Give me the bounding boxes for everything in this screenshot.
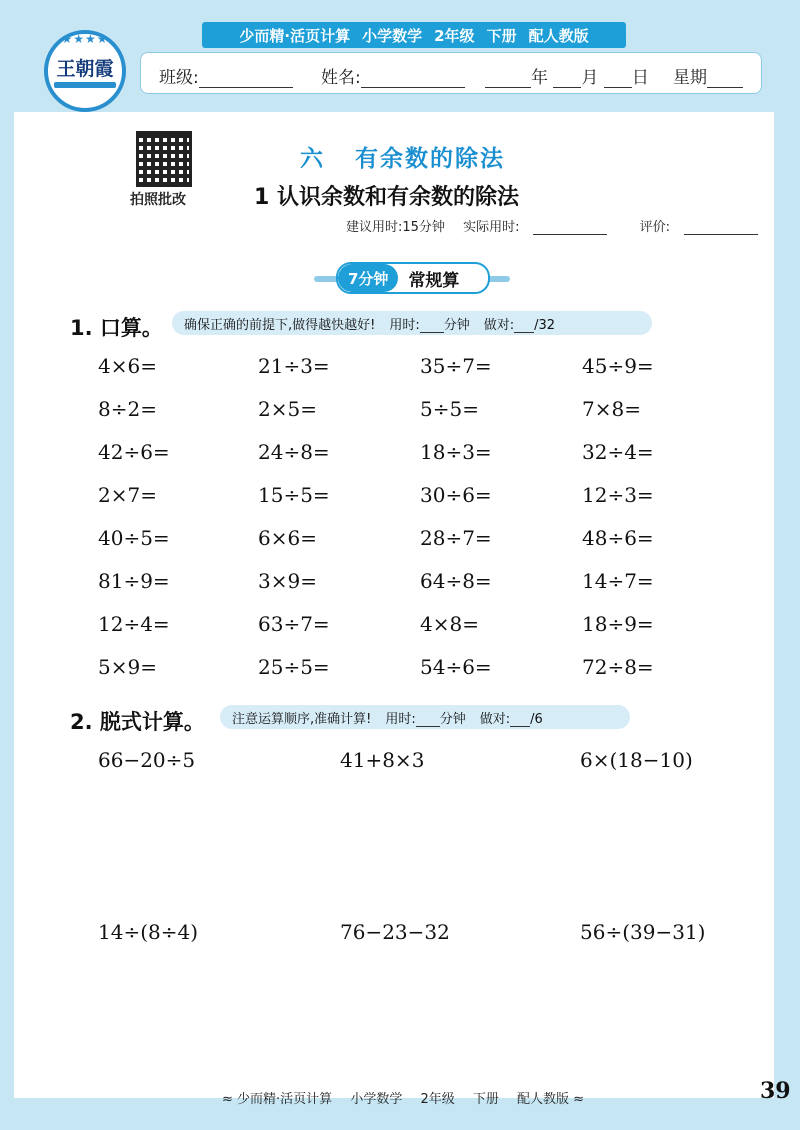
mental-math-item: 28÷7= bbox=[420, 526, 492, 550]
mental-math-item: 18÷3= bbox=[420, 440, 492, 464]
mental-math-item: 7×8= bbox=[582, 397, 641, 421]
q1-title: 1. 口算。 bbox=[70, 316, 163, 340]
brand-logo bbox=[44, 30, 126, 112]
mental-math-item: 6×6= bbox=[258, 526, 317, 550]
step-calc-item: 41+8×3 bbox=[340, 748, 425, 772]
mental-math-item: 72÷8= bbox=[582, 655, 654, 679]
mental-math-item: 45÷9= bbox=[582, 354, 654, 378]
series-name: 少而精·活页计算 bbox=[239, 26, 351, 45]
mental-math-item: 25÷5= bbox=[258, 655, 330, 679]
mental-math-item: 32÷4= bbox=[582, 440, 654, 464]
left-margin-stripe bbox=[0, 112, 14, 1102]
time-info-row bbox=[346, 216, 786, 235]
mental-math-item: 12÷4= bbox=[98, 612, 170, 636]
mental-math-item: 24÷8= bbox=[258, 440, 330, 464]
series-volume: 下册 bbox=[486, 26, 517, 45]
mental-math-item: 5×9= bbox=[98, 655, 157, 679]
unit-title: 六 有余数的除法 bbox=[300, 146, 506, 172]
section-tab-name: 常规算 bbox=[408, 270, 460, 291]
mental-math-item: 12÷3= bbox=[582, 483, 654, 507]
mental-math-item: 63÷7= bbox=[258, 612, 330, 636]
step-calc-row-1 bbox=[98, 748, 738, 772]
series-grade: 2年级 bbox=[434, 26, 475, 45]
mental-math-item: 15÷5= bbox=[258, 483, 330, 507]
mental-math-item: 4×8= bbox=[420, 612, 479, 636]
mental-math-item: 42÷6= bbox=[98, 440, 170, 464]
step-calc-item: 76−23−32 bbox=[340, 920, 450, 944]
suggested-time: 建议用时:15分钟 bbox=[346, 220, 445, 235]
q2-title: 2. 脱式计算。 bbox=[70, 710, 205, 734]
section-tab bbox=[336, 262, 490, 294]
mental-math-item: 21÷3= bbox=[258, 354, 330, 378]
q2-hint: 注意运算顺序,准确计算! 用时: 分钟 做对: /6 bbox=[220, 705, 630, 729]
mental-math-item: 64÷8= bbox=[420, 569, 492, 593]
qr-label: 拍照批改 bbox=[130, 192, 186, 208]
q1-hint: 确保正确的前提下,做得越快越好! 用时: 分钟 做对: /32 bbox=[172, 311, 652, 335]
mental-math-item: 14÷7= bbox=[582, 569, 654, 593]
mental-math-item: 48÷6= bbox=[582, 526, 654, 550]
mental-math-item: 3×9= bbox=[258, 569, 317, 593]
step-calc-row-2 bbox=[98, 920, 738, 944]
mental-math-item: 5÷5= bbox=[420, 397, 479, 421]
page-number: 39 bbox=[760, 1078, 791, 1104]
evaluation-field[interactable]: 评价: bbox=[640, 220, 772, 235]
step-calc-item: 56÷(39−31) bbox=[580, 920, 706, 944]
actual-time-field[interactable]: 实际用时: bbox=[463, 220, 621, 235]
section-tab-minutes: 7分钟 bbox=[338, 264, 398, 292]
series-subject: 小学数学 bbox=[362, 26, 423, 45]
mental-math-item: 30÷6= bbox=[420, 483, 492, 507]
mental-math-item: 2×5= bbox=[258, 397, 317, 421]
mental-math-item: 2×7= bbox=[98, 483, 157, 507]
mental-math-grid bbox=[98, 348, 742, 692]
class-field[interactable]: 班级: bbox=[159, 63, 293, 88]
mental-math-item: 4×6= bbox=[98, 354, 157, 378]
step-calc-item: 6×(18−10) bbox=[580, 748, 693, 772]
mental-math-item: 8÷2= bbox=[98, 397, 157, 421]
series-edition: 配人教版 bbox=[528, 26, 589, 45]
logo-text: 王朝霞 bbox=[56, 58, 114, 80]
lesson-title: 1 认识余数和有余数的除法 bbox=[254, 185, 519, 210]
footer-series: ≈ 少而精·活页计算 小学数学 2年级 下册 配人教版 ≈ bbox=[222, 1092, 585, 1107]
series-banner bbox=[202, 22, 626, 48]
step-calc-item: 14÷(8÷4) bbox=[98, 920, 199, 944]
right-margin-stripe bbox=[774, 112, 800, 1102]
qr-code-icon[interactable] bbox=[136, 131, 192, 187]
weekday-field[interactable]: 星期 bbox=[673, 63, 743, 88]
mental-math-item: 35÷7= bbox=[420, 354, 492, 378]
mental-math-item: 18÷9= bbox=[582, 612, 654, 636]
logo-ribbon bbox=[54, 82, 116, 88]
mental-math-item: 81÷9= bbox=[98, 569, 170, 593]
mental-math-item: 40÷5= bbox=[98, 526, 170, 550]
name-field[interactable]: 姓名: bbox=[321, 63, 465, 88]
student-info-bar bbox=[140, 52, 762, 94]
date-field[interactable]: 年 月 日 bbox=[485, 63, 649, 88]
step-calc-item: 66−20÷5 bbox=[98, 748, 196, 772]
star-icon: ★★★★ bbox=[61, 32, 109, 46]
mental-math-item: 54÷6= bbox=[420, 655, 492, 679]
